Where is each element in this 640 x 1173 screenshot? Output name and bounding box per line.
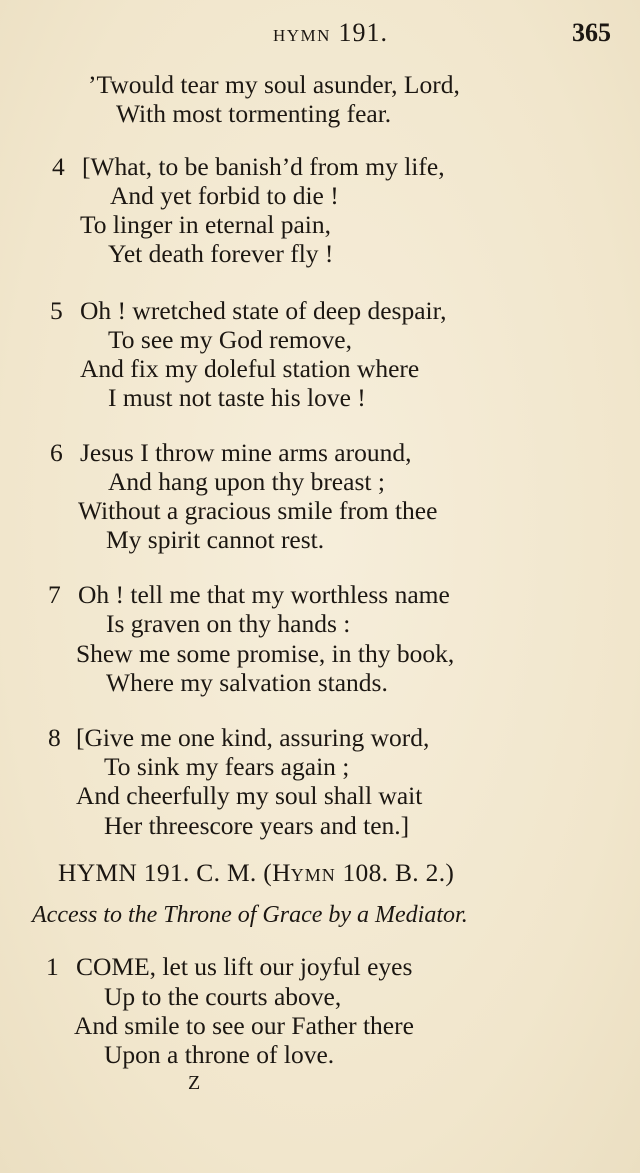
verse-line: [Give me one kind, assuring word, (76, 723, 430, 752)
verse-line: My spirit cannot rest. (106, 525, 325, 554)
verse-line: And hang upon thy breast ; (108, 467, 385, 496)
hymn-title (58, 858, 454, 890)
verse-line: Up to the courts above, (104, 982, 342, 1011)
verse-line: I must not taste his love ! (108, 383, 366, 412)
verse-line: COME, let us lift our joyful eyes (76, 952, 413, 981)
page-number: 365 (572, 18, 611, 47)
verse-number: 8 (48, 723, 61, 752)
verse-line: To linger in eternal pain, (80, 210, 332, 239)
verse-number: 7 (48, 580, 61, 609)
verse-line: Yet death forever fly ! (108, 239, 334, 268)
running-title-number: 191. (338, 18, 388, 47)
verse-line: With most tormenting fear. (116, 99, 392, 128)
verse-line: And cheerfully my soul shall wait (76, 781, 423, 810)
verse-line: And fix my doleful station where (80, 354, 420, 383)
verse-line: Shew me some promise, in thy book, (76, 639, 455, 668)
verse-line: Her threescore years and ten.] (104, 811, 410, 840)
verse-line: To sink my fears again ; (104, 752, 350, 781)
signature-mark: Z (188, 1072, 201, 1094)
running-title (273, 18, 388, 48)
running-title-word: HYMN (273, 26, 331, 45)
verse-number: 1 (46, 952, 59, 981)
verse-line: [What, to be banish’d from my life, (82, 152, 445, 181)
verse-line: Where my salvation stands. (106, 668, 388, 697)
verse-line: Is graven on thy hands : (106, 609, 351, 638)
verse-number: 4 (52, 152, 65, 181)
verse-line: And yet forbid to die ! (110, 181, 339, 210)
verse-line: And smile to see our Father there (74, 1011, 414, 1040)
verse-line: ’Twould tear my soul asunder, Lord, (88, 70, 460, 99)
hymn-subtitle: Access to the Throne of Grace by a Mediator. (32, 902, 468, 928)
verse-number: 6 (50, 438, 63, 467)
verse-number: 5 (50, 296, 63, 325)
verse-line: To see my God remove, (108, 325, 352, 354)
running-header (0, 18, 640, 48)
verse-line: Jesus I throw mine arms around, (80, 438, 412, 467)
verse-line: Oh ! wretched state of deep despair, (80, 296, 447, 325)
verse-line: Upon a throne of love. (104, 1040, 335, 1069)
hymn-title-end: 108. B. 2.) (335, 858, 455, 887)
hymn-title-main: HYMN 191. C. M. (H (58, 858, 291, 887)
hymn-title-smallcaps: YMN (290, 865, 336, 885)
verse-line: Oh ! tell me that my worthless name (78, 580, 450, 609)
verse-line: Without a gracious smile from thee (78, 496, 438, 525)
